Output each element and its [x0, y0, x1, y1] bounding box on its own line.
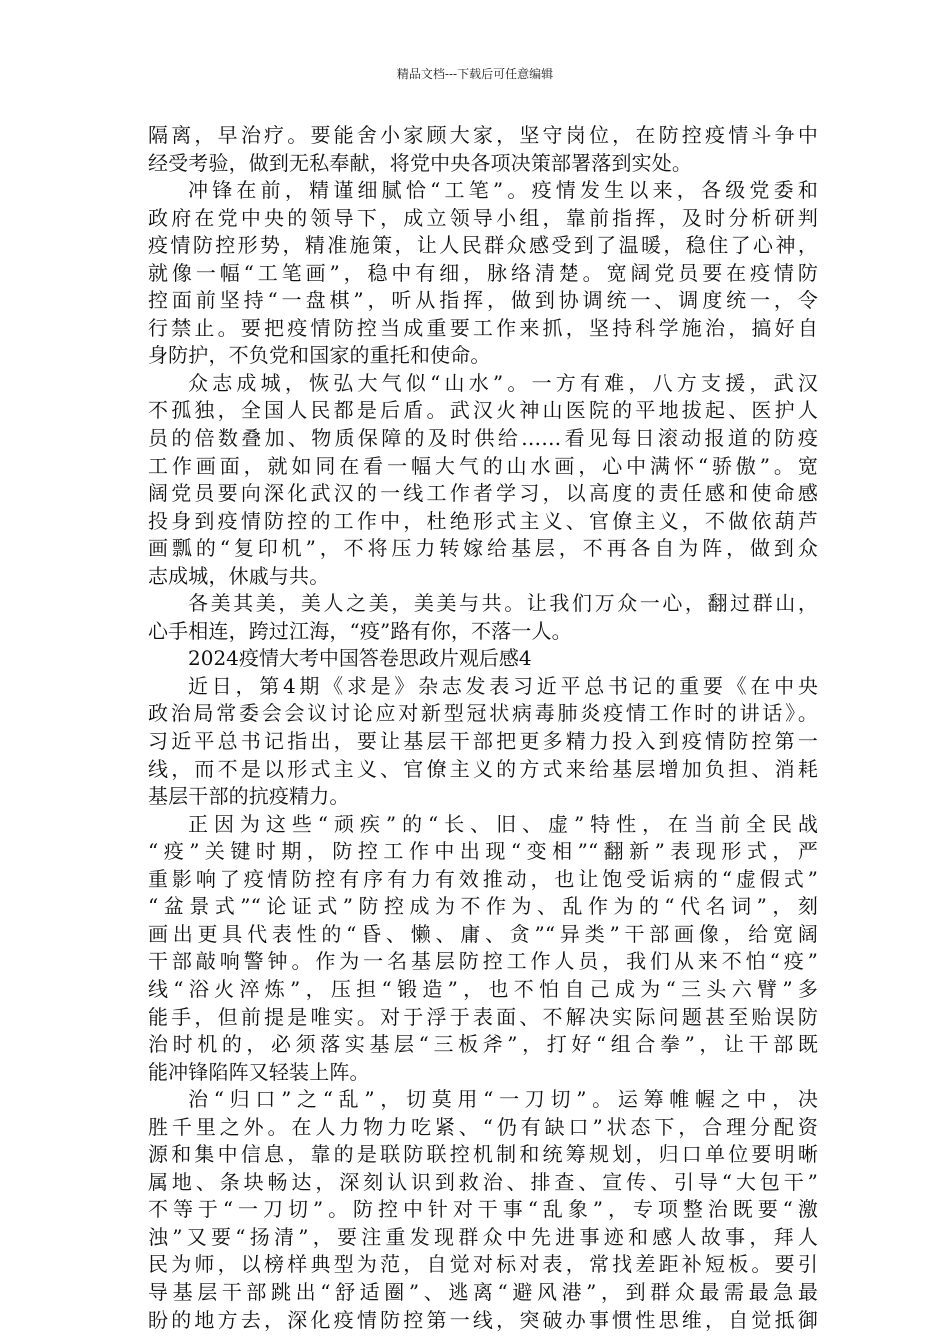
- text-line: 胜千里之外。在人力物力吃紧、“仍有缺口”状态下，合理分配资: [148, 1114, 818, 1139]
- text-line: 控面前坚持“一盘棋”，听从指挥，做到协调统一、调度统一，令: [148, 288, 818, 313]
- text-line: 近日，第4期《求是》杂志发表习近平总书记的重要《在中央: [188, 673, 818, 698]
- text-line: 政府在党中央的领导下，成立领导小组，靠前指挥，及时分析研判: [148, 205, 818, 230]
- text-line: 能冲锋陷阵又轻装上阵。: [148, 1059, 370, 1084]
- text-line: 浊”又要“扬清”，要注重发现群众中先进事迹和感人故事，拜人: [148, 1224, 818, 1249]
- text-line: 就像一幅“工笔画”，稳中有细，脉络清楚。宽阔党员要在疫情防: [148, 260, 818, 285]
- text-line: 习近平总书记指出，要让基层干部把更多精力投入到疫情防控第一: [148, 729, 818, 754]
- page-header: 精品文档---下载后可任意编辑: [396, 67, 554, 81]
- section-heading: 2024疫情大考中国答卷思政片观后感4: [188, 646, 532, 671]
- text-line: 身防护，不负党和国家的重托和使命。: [148, 343, 491, 368]
- text-line: “盆景式”“论证式”防控成为不作为、乱作为的“代名词”，刻: [148, 894, 818, 919]
- text-line: 线，而不是以形式主义、官僚主义的方式来给基层增加负担、消耗: [148, 756, 818, 781]
- text-line: 重影响了疫情防控有序有力有效推动，也让饱受诟病的“虚假式”: [148, 866, 818, 891]
- text-line: 隔离，早治疗。要能舍小家顾大家，坚守岗位，在防控疫情斗争中: [148, 123, 818, 147]
- text-line: 工作画面，就如同在看一幅大气的山水画，心中满怀“骄傲”。宽: [148, 453, 818, 478]
- text-line: 干部敲响警钟。作为一名基层防控工作人员，我们从来不怕“疫”: [148, 949, 818, 974]
- text-line: 盼的地方去，深化疫情防控第一线，突破办事惯性思维，自觉抵御: [148, 1307, 818, 1332]
- text-line: 基层干部的抗疫精力。: [148, 784, 350, 809]
- text-line: 志成城，休戚与共。: [148, 563, 330, 588]
- text-line: 治时机的，必须落实基层“三板斧”，打好“组合拳”，让干部既: [148, 1032, 818, 1057]
- document-body: [148, 122, 818, 1334]
- text-line: 民为师，以榜样典型为范，自觉对标对表，常找差距补短板。要引: [148, 1252, 818, 1277]
- text-line: 投身到疫情防控的工作中，杜绝形式主义、官僚主义，不做依葫芦: [148, 508, 818, 533]
- text-line: 政治局常委会会议讨论应对新型冠状病毒肺炎疫情工作时的讲话》。: [148, 701, 818, 726]
- text-line: 不等于“一刀切”。防控中针对干事“乱象”，专项整治既要“激: [148, 1197, 818, 1222]
- text-line: 心手相连，跨过江海，“疫”路有你，不落一人。: [148, 618, 572, 643]
- text-line: 能手，但前提是唯实。对于浮于表面、不解决实际问题甚至贻误防: [148, 1004, 818, 1029]
- text-line: 治“归口”之“乱”，切莫用“一刀切”。运筹帷幄之中，决: [188, 1087, 818, 1112]
- text-line: 正因为这些“顽疾”的“长、旧、虚”特性，在当前全民战: [188, 811, 818, 836]
- text-line: 众志成城，恢弘大气似“山水”。一方有难，八方支援，武汉: [188, 370, 818, 395]
- text-line: 画瓢的“复印机”，不将压力转嫁给基层，不再各自为阵，做到众: [148, 536, 818, 561]
- text-line: 行禁止。要把疫情防控当成重要工作来抓，坚持科学施治，搞好自: [148, 315, 818, 340]
- text-line: 经受考验，做到无私奉献，将党中央各项决策部署落到实处。: [148, 150, 693, 175]
- text-line: 阔党员要向深化武汉的一线工作者学习，以高度的责任感和使命感: [148, 481, 818, 506]
- text-line: 疫情防控形势，精准施策，让人民群众感受到了温暖，稳住了心神，: [148, 233, 818, 258]
- text-line: 不孤独，全国人民都是后盾。武汉火神山医院的平地拔起、医护人: [148, 398, 818, 423]
- text-line: 各美其美，美人之美，美美与共。让我们万众一心，翻过群山，: [188, 591, 818, 616]
- text-line: 冲锋在前，精谨细腻恰“工笔”。疫情发生以来，各级党委和: [188, 178, 818, 203]
- text-line: 导基层干部跳出“舒适圈”、逃离“避风港”，到群众最需最急最: [148, 1279, 818, 1304]
- text-line: 源和集中信息，靠的是联防联控机制和统筹规划，归口单位要明晰: [148, 1142, 818, 1167]
- text-line: 属地、条块畅达，深刻认识到救治、排查、宣传、引导“大包干”: [148, 1169, 818, 1194]
- text-line: 员的倍数叠加、物质保障的及时供给……看见每日滚动报道的防疫: [148, 426, 818, 451]
- text-line: 画出更具代表性的“昏、懒、庸、贪”“异类”干部画像，给宽阔: [148, 921, 818, 946]
- text-line: “疫”关键时期，防控工作中出现“变相”“翻新”表现形式，严: [148, 839, 818, 864]
- text-line: 线“浴火淬炼”，压担“锻造”，也不怕自己成为“三头六臂”多: [148, 976, 818, 1001]
